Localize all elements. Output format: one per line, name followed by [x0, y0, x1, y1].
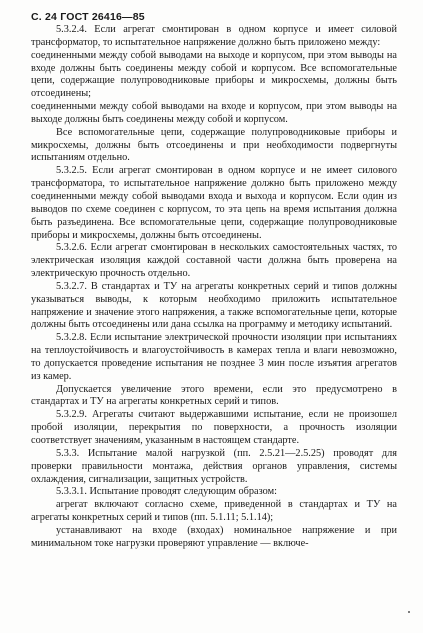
paragraph-5-3-2-4: 5.3.2.4. Если агрегат смонтирован в одном корпусе и имеет силовой трансформатор, то испытательное напряжение должно быть приложено между:	[31, 24, 397, 48]
paragraph-5-3-2-9: 5.3.2.9. Агрегаты считают выдержавшими испытание, если не произошел пробой изоляции, перекрытия по поверхности, а прочность изоляции соответствует значениям, указанным в настоящем стандарте.	[31, 409, 397, 446]
paragraph-list-item-input: соединенными между собой выводами на входе и корпусом, при этом выводы на выходе должны быть соединены между собой и корпусом.	[31, 101, 397, 125]
paragraph-5-3-3: 5.3.3. Испытание малой нагрузкой (пп. 2.5.21—2.5.25) проводят для проверки правильности монтажа, действия органов управления, системы охлаждения, сигнализации, защитных устройств.	[31, 447, 397, 485]
paragraph-time-extension: Допускается увеличение этого времени, если это предусмотрено в стандартах и ТУ на агрегаты конкретных серий и типов.	[31, 383, 397, 408]
document-body	[31, 24, 397, 551]
page-header: С. 24 ГОСТ 26416—85	[31, 11, 145, 23]
paragraph-set-input-voltage: устанавливают на входе (входах) номинальное напряжение и при минимальном токе нагрузки проверяют управление — включе-	[31, 524, 397, 549]
paragraph-5-3-2-5: 5.3.2.5. Если агрегат смонтирован в одном корпусе и не имеет силового трансформатора, то испытательное напряжение должно быть приложено между соединенными между собой выводами входа и выхода и корпусом. Если один из выводов по схеме соединен с корпусом, то эта цепь на время испытания должна быть разъединена. Все вспомогательные цепи, содержащие полупроводниковые приборы и микросхемы, должны быть отсоединены.	[31, 165, 397, 241]
paragraph-5-3-3-1: 5.3.3.1. Испытание проводят следующим образом:	[56, 486, 277, 498]
paragraph-5-3-2-7: 5.3.2.7. В стандартах и ТУ на агрегаты конкретных серий и типов должны указываться выводы, к которым необходимо приложить испытательное напряжение и значение этого напряжения, а также вспомогательные цепи, которые должны быть отсоединены или дана ссылка на программу и методику испытаний.	[31, 280, 397, 331]
scan-speck	[408, 611, 410, 613]
paragraph-list-item-output: соединенными между собой выводами на выходе и корпусом, при этом выводы на входе должны быть соединены между собой и корпусом. Все вспомогательные цепи, содержащие полупроводниковые приборы и микросхемы, должны быть отсоединены;	[31, 49, 397, 100]
paragraph-5-3-2-8: 5.3.2.8. Если испытание электрической прочности изоляции при испытаниях на теплоустойчивость и влагоустойчивость в камерах тепла и влаги невозможно, то допускается проведение испытания не позднее 3 мин после изъятия агрегатов из камер.	[31, 332, 397, 382]
paragraph-unit-switch-on: агрегат включают согласно схеме, приведенной в стандартах и ТУ на агрегаты конкретных серий и типов (пп. 5.1.11; 5.1.14);	[31, 499, 397, 524]
paragraph-aux-circuits: Все вспомогательные цепи, содержащие полупроводниковые приборы и микросхемы, должны быть отсоединены и при необходимости подвергнуты испытаниям отдельно.	[31, 126, 397, 164]
paragraph-5-3-2-6: 5.3.2.6. Если агрегат смонтирован в нескольких самостоятельных частях, то электрическая изоляция каждой составной части должна быть проверена на электрическую прочность отдельно.	[31, 242, 397, 280]
